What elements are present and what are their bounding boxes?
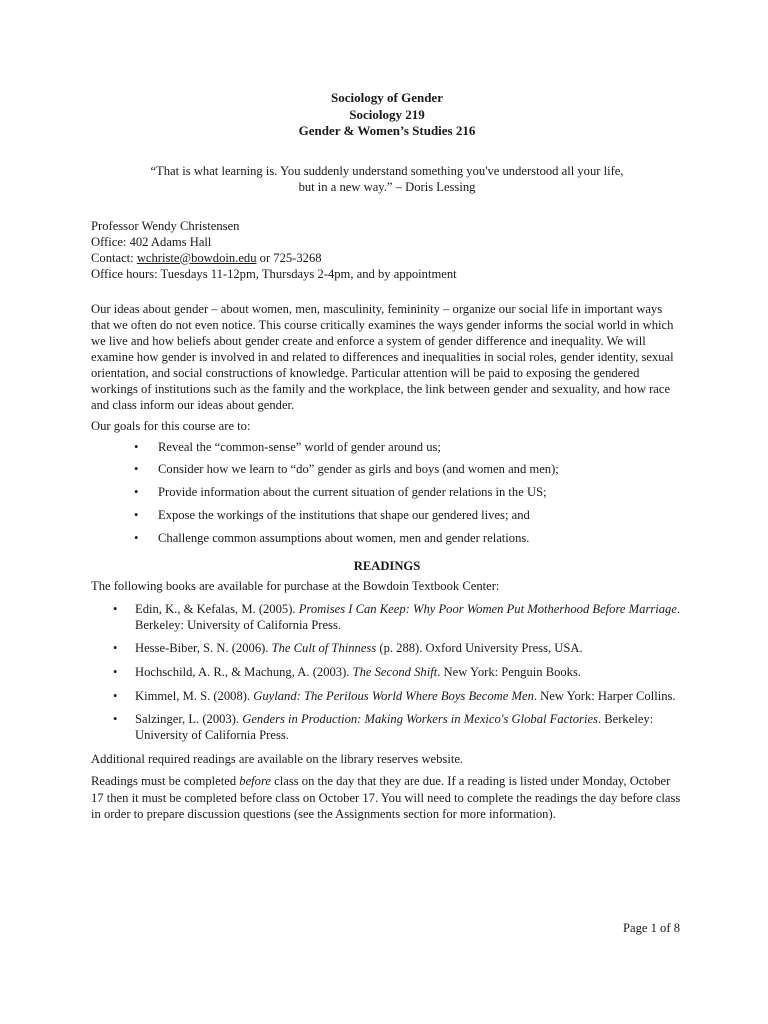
readings-list — [91, 601, 683, 743]
book-title: The Second Shift — [352, 665, 438, 680]
contact-line — [91, 250, 683, 266]
citation-publisher: . New York: Harper Collins. — [533, 688, 676, 703]
bullet-icon: • — [134, 485, 139, 500]
list-item — [91, 664, 683, 680]
goal-text: Provide information about the current situation of gender relations in the US; — [158, 485, 547, 500]
citation-authors: Hochschild, A. R., & Machung, A. (2003). — [135, 665, 353, 680]
list-item — [91, 461, 683, 477]
goals-lead: Our goals for this course are to: — [91, 419, 251, 434]
office-hours: Office hours: Tuesdays 11-12pm, Thursdays 2-4pm, and by appointment — [91, 266, 457, 281]
course-number: Sociology 219 — [349, 106, 425, 122]
bullet-icon: • — [113, 665, 118, 680]
bullet-icon: • — [113, 601, 118, 616]
quote-line-2: but in a new way.” – Doris Lessing — [298, 179, 476, 194]
bullet-icon: • — [134, 439, 139, 454]
citation-publisher: . Berkeley: University of California Press. — [135, 712, 654, 743]
book-title: Guyland: The Perilous World Where Boys Become Men — [253, 688, 534, 703]
list-item — [91, 439, 683, 455]
goal-text: Challenge common assumptions about women, men and gender relations. — [158, 530, 530, 545]
citation-publisher: (p. 288). Oxford University Press, USA. — [376, 641, 583, 656]
bullet-icon: • — [113, 688, 118, 703]
email-link[interactable]: wchriste@bowdoin.edu — [136, 250, 257, 265]
timing-emphasis: before — [239, 774, 272, 789]
citation-authors: Edin, K., & Kefalas, M. (2005). — [135, 601, 299, 616]
list-item — [91, 484, 683, 500]
book-title: Genders in Production: Making Workers in Mexico's Global Factories — [242, 712, 598, 727]
course-description: Our ideas about gender – about women, men, masculinity, femininity – organize our social life in important ways that we often do not even notice. This course critically examines the ways gender informs the social world in which we live and how beliefs about gender create and enforce a system of gender difference and inequality. We will examine how gender is involved in and related to differences and inequalities in social roles, gender identity, sexual orientation, and social constructions of knowledge. Particular attention will be paid to exposing the gendered workings of institutions such as the family and the workplace, the link between gender and sexuality, and how race and class inform our ideas about gender. — [91, 301, 674, 413]
bullet-icon: • — [134, 530, 139, 545]
crosslist-number: Gender & Women’s Studies 216 — [298, 123, 476, 138]
citation-authors: Kimmel, M. S. (2008). — [135, 688, 254, 703]
readings-heading: READINGS — [353, 558, 421, 573]
list-item — [91, 507, 683, 523]
list-item — [91, 640, 683, 656]
course-title-block — [91, 90, 683, 140]
list-item — [91, 711, 683, 743]
goal-text: Reveal the “common-sense” world of gender around us; — [158, 439, 441, 454]
readings-lead: The following books are available for purchase at the Bowdoin Textbook Center: — [91, 579, 500, 594]
bullet-icon: • — [113, 712, 118, 727]
timing-text-end: class on the day that they are due. If a reading is listed under Monday, October 17 then it must be completed before class on October 17. You will need to complete the readings the day before class in order to prepare discussion questions (see the Assignments section for more information). — [91, 774, 681, 822]
page-content — [91, 90, 683, 822]
page-number: Page 1 of 8 — [622, 921, 680, 935]
citation-authors: Hesse-Biber, S. N. (2006). — [135, 641, 272, 656]
citation-publisher: . Berkeley: University of California Press. — [135, 601, 681, 632]
bullet-icon: • — [113, 641, 118, 656]
goal-text: Expose the workings of the institutions that shape our gendered lives; and — [158, 508, 530, 523]
professor-info — [91, 218, 683, 282]
book-title: Promises I Can Keep: Why Poor Women Put Motherhood Before Marriage — [298, 601, 677, 616]
timing-text-start: Readings must be completed — [91, 774, 240, 789]
bullet-icon: • — [134, 508, 139, 523]
goal-text: Consider how we learn to “do” gender as girls and boys (and women and men); — [158, 462, 559, 477]
course-title: Sociology of Gender — [331, 90, 443, 105]
book-title: The Cult of Thinness — [271, 641, 377, 656]
list-item — [91, 688, 683, 704]
quote-line-1: “That is what learning is. You suddenly understand something you've understood all your life, — [150, 163, 624, 178]
professor-name: Professor Wendy Christensen — [91, 218, 240, 233]
goals-list — [91, 439, 683, 546]
citation-publisher: . New York: Penguin Books. — [437, 665, 582, 680]
citation-authors: Salzinger, L. (2003). — [135, 712, 243, 727]
bullet-icon: • — [134, 462, 139, 477]
additional-readings-note: Additional required readings are available on the library reserves website. — [91, 751, 464, 766]
list-item — [91, 601, 683, 633]
epigraph-quote — [91, 163, 683, 195]
contact-prefix: Contact: — [91, 250, 137, 265]
contact-phone: or 725-3268 — [256, 250, 322, 265]
office-location: Office: 402 Adams Hall — [91, 234, 212, 249]
list-item — [91, 530, 683, 546]
readings-timing-note — [91, 773, 683, 822]
